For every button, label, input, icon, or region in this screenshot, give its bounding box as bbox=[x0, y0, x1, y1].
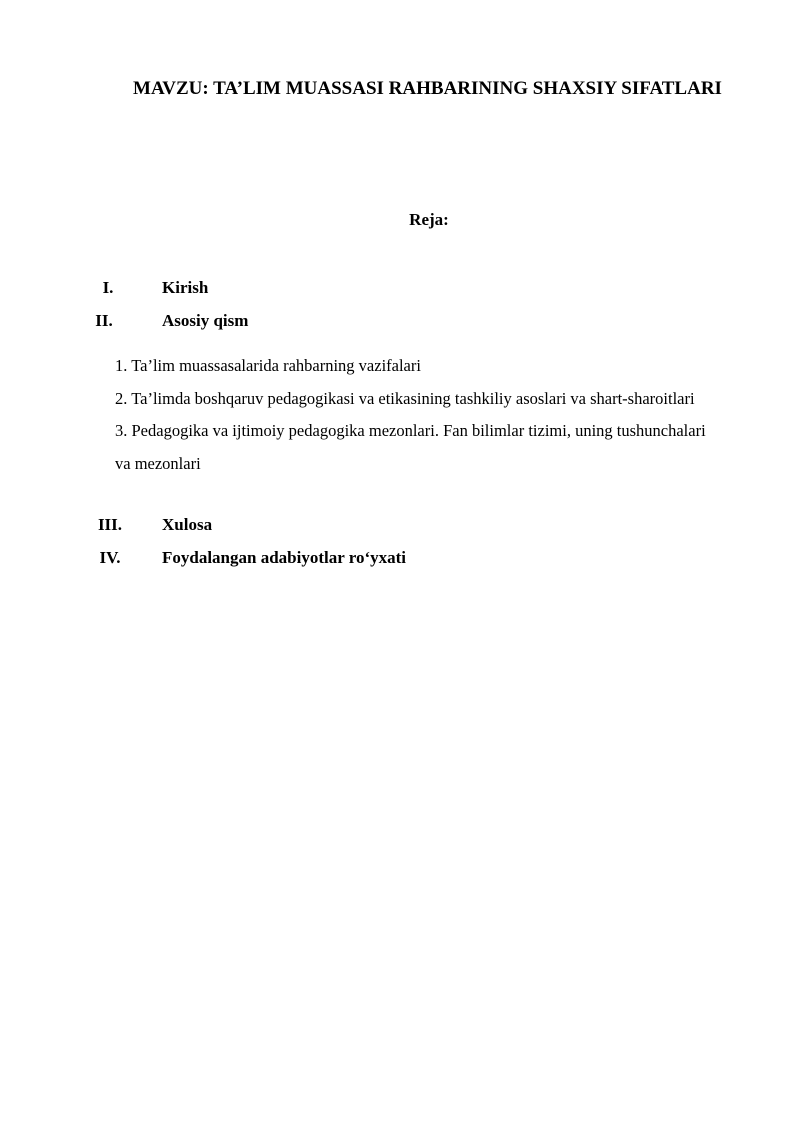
subitem: 2. Ta’limda boshqaruv pedagogikasi va etikasining tashkiliy asoslari va shart-sharoitlari bbox=[115, 388, 695, 408]
section-references bbox=[0, 546, 800, 570]
section-intro bbox=[0, 276, 800, 300]
section-label: Asosiy qism bbox=[162, 311, 249, 330]
section-numeral: IV. bbox=[99, 548, 121, 567]
section-numeral: II. bbox=[95, 311, 113, 330]
main-part-subitems bbox=[115, 350, 715, 480]
section-label: Foydalangan adabiyotlar ro‘yxati bbox=[162, 548, 407, 567]
section-main bbox=[0, 309, 800, 333]
document-title: MAVZU: TA’LIM MUASSASI RAHBARINING SHAXSIY SIFATLARI bbox=[133, 78, 722, 99]
subitem: 1. Ta’lim muassasalarida rahbarning vazifalari bbox=[115, 356, 421, 375]
plan-heading: Reja: bbox=[409, 210, 449, 229]
section-conclusion bbox=[0, 513, 800, 537]
subitem: 3. Pedagogika va ijtimoiy pedagogika mezonlari. Fan bilimlar tizimi, uning tushunchalari va mezonlari bbox=[115, 421, 706, 473]
section-label: Xulosa bbox=[162, 515, 213, 534]
section-numeral: I. bbox=[102, 278, 114, 297]
section-numeral: III. bbox=[97, 515, 123, 534]
section-label: Kirish bbox=[162, 278, 209, 297]
